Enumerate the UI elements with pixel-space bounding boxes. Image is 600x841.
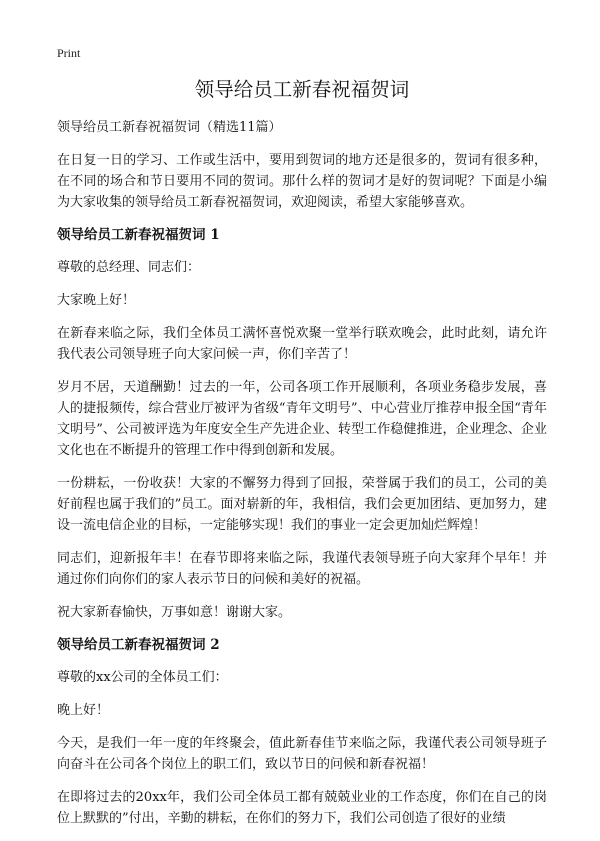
section-heading-2: 领导给员工新春祝福贺词 2 xyxy=(57,637,220,653)
paragraph: 大家晚上好！ xyxy=(57,293,136,308)
paragraph: 在即将过去的20xx年，我们公司全体员工都有兢兢业业的工作态度，你们在自己的岗位上默默的”付出，辛勤的耕耘，在你们的努力下，我们公司创造了很好的业绩 xyxy=(57,790,547,826)
paragraph: 晚上好！ xyxy=(57,703,110,718)
paragraph: 尊敬的xx公司的全体员工们： xyxy=(57,670,228,685)
paragraph: 今天，是我们一年一度的年终聚会，值此新春佳节来临之际，我谨代表公司领导班子向奋斗在公司各个岗位上的职工们，致以节日的问候和新春祝福！ xyxy=(57,736,547,772)
paragraph: 尊敬的总经理、同志们： xyxy=(57,260,201,275)
paragraph: 一份耕耘，一份收获！大家的不懈努力得到了回报，荣誉属于我们的员工，公司的美好前程也属于我们的”员工。面对崭新的年，我相信，我们会更加团结、更加努力，建设一流电信企业的目标，一定能够实现！我们的事业一定会更加灿烂辉煌！ xyxy=(57,476,547,533)
paragraph: 在新春来临之际，我们全体员工满怀喜悦欢聚一堂举行联欢晚会，此时此刻，请允许我代表公司领导班子向大家问候一声，你们辛苦了！ xyxy=(57,326,547,362)
print-link[interactable]: Print xyxy=(57,46,81,60)
paragraph: 祝大家新春愉快，万事如意！谢谢大家。 xyxy=(57,605,292,620)
document-subtitle: 领导给员工新春祝福贺词（精选11篇） xyxy=(57,120,282,135)
page-title: 领导给员工新春祝福贺词 xyxy=(194,78,410,101)
section-heading-1: 领导给员工新春祝福贺词 1 xyxy=(57,227,220,243)
paragraph: 岁月不居，天道酬勤！过去的一年，公司各项工作开展顺利，各项业务稳步发展，喜人的捷报频传，综合营业厅被评为省级“青年文明号”、中心营业厅推荐申报全国“青年文明号”、公司被评选为年度安全生产先进企业、转型工作稳健推进，企业理念、企业文化也在不断提升的管理工作中得到创新和发展。 xyxy=(57,380,547,458)
paragraph: 同志们，迎新报年丰！在春节即将来临之际，我谨代表领导班子向大家拜个早年！并通过你们向你们的家人表示节日的问候和美好的祝福。 xyxy=(57,551,547,587)
intro-paragraph: 在日复一日的学习、工作或生活中，要用到贺词的地方还是很多的，贺词有很多种，在不同的场合和节日要用不同的贺词。那什么样的贺词才是好的贺词呢？下面是小编为大家收集的领导给员工新春祝福贺词，欢迎阅读，希望大家能够喜欢。 xyxy=(57,153,547,210)
document-body xyxy=(57,76,547,841)
